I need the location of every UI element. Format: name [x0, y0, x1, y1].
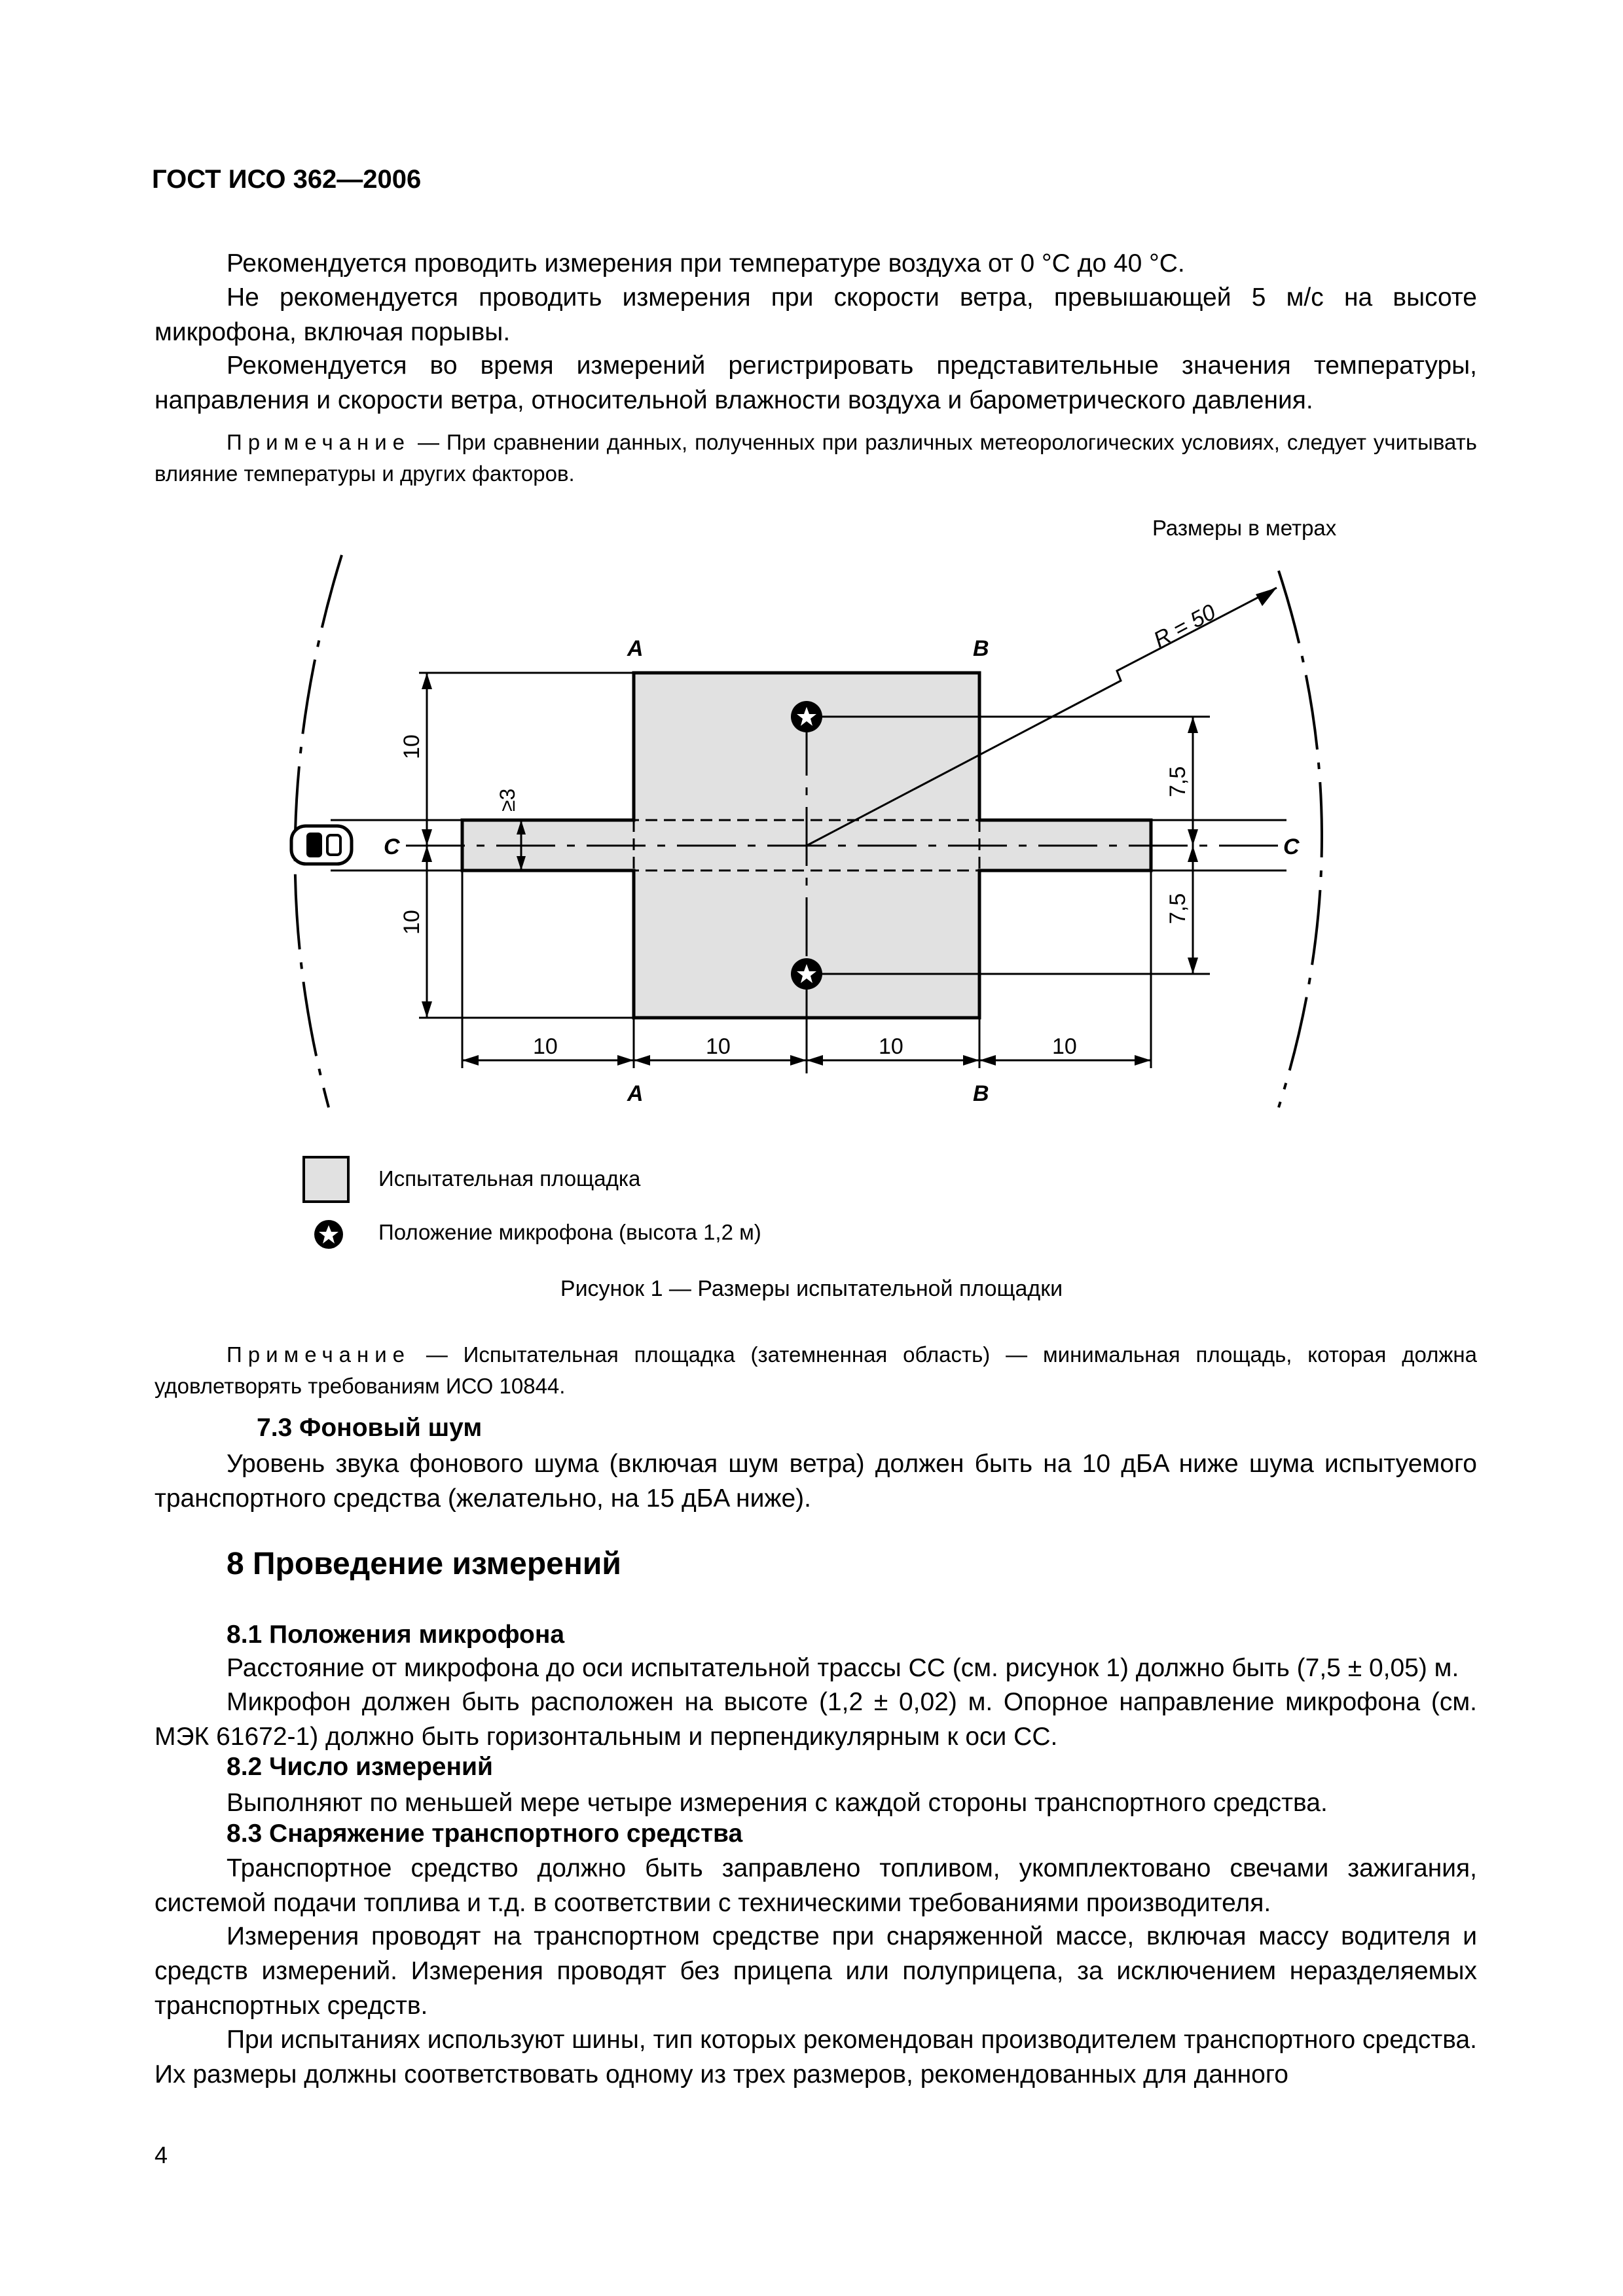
dim-h-arrow-7 [979, 1055, 996, 1066]
microphone-top-icon [791, 701, 822, 732]
section-8-1-paragraph-2: Микрофон должен быть расположен на высоте (1,2 ± 0,02) м. Опорное направление микрофона (см. МЭК 61672-1) должно быть горизонтальным и перпендикулярным к оси CC. [155, 1688, 1477, 1751]
section-8-3-paragraph-1: Транспортное средство должно быть заправлено топливом, укомплектовано свечами зажигания, системой подачи топлива и т.д. в соответствии с техническими требованиями производителя. [155, 1854, 1477, 1917]
section-8-3-title: 8.3 Снаряжение транспортного средства [227, 1820, 743, 1848]
dim-7-5-arrow-1 [1188, 717, 1198, 733]
figure-units: Размеры в метрах [1152, 516, 1337, 540]
dim-7-5-arrow-4 [1188, 958, 1198, 974]
vehicle-icon [291, 826, 352, 864]
dim-h-arrow-8 [1135, 1055, 1151, 1066]
dim-10-h-2: 10 [706, 1034, 731, 1059]
dim-h-arrow-3 [634, 1055, 650, 1066]
legend-microphone-icon [313, 1219, 344, 1250]
section-8-1-title: 8.1 Положения микрофона [227, 1621, 565, 1649]
label-c-right: C [1283, 834, 1300, 859]
label-b-top: B [973, 636, 989, 661]
label-a-top: A [627, 636, 644, 661]
note-2 [155, 1339, 1477, 1402]
label-b-bottom: B [973, 1081, 989, 1106]
label-a-bottom: A [627, 1081, 644, 1106]
intro-paragraph-2: Не рекомендуется проводить измерения при скорости ветра, превышающей 5 м/с на высоте микрофона, включая порывы. [155, 283, 1477, 346]
dim-10-arrow-4 [422, 1001, 432, 1018]
dim-10-arrow-3 [422, 846, 432, 862]
dim-10-h-4: 10 [1052, 1034, 1077, 1059]
intro-paragraph-1: Рекомендуется проводить измерения при температуре воздуха от 0 °С до 40 °С. [227, 249, 1185, 278]
dim-10-vert-lower: 10 [399, 910, 424, 935]
section-8-3-paragraph-3: При испытаниях используют шины, тип которых рекомендован производителем транспортного средства. Их размеры должны соответствовать одному из трех размеров, рекомендованных для данного [155, 2026, 1477, 2089]
dim-h-arrow-1 [462, 1055, 479, 1066]
dim-7-5-arrow-3 [1188, 846, 1198, 862]
section-8-3-paragraph-2: Измерения проводят на транспортном средстве при снаряженной массе, включая массу водителя и средств измерений. Измерения проводят без прицепа или полуприцепа, за исключением неразделяемых транспортных средств. [155, 1922, 1477, 2020]
page-number: 4 [155, 2142, 168, 2168]
legend-area-swatch [302, 1156, 350, 1203]
dim-7-5-lower: 7,5 [1165, 893, 1190, 924]
legend-area-label: Испытательная площадка [378, 1166, 641, 1191]
dim-10-arrow-1 [422, 673, 432, 689]
dim-h-arrow-6 [963, 1055, 979, 1066]
note-2-label: Примечание [227, 1342, 411, 1367]
dim-10-arrow-2 [422, 829, 432, 846]
figure-caption: Рисунок 1 — Размеры испытательной площадки [560, 1276, 1063, 1301]
note-1-label: Примечание [227, 430, 411, 454]
dim-h-arrow-4 [790, 1055, 807, 1066]
label-c-left: C [384, 834, 400, 859]
radius-label: R = 50 [1149, 600, 1220, 653]
intro-paragraph-3: Рекомендуется во время измерений регистрировать представительные значения температуры, направления и скорости ветра, относительной влажности воздуха и барометрического давления. [155, 351, 1477, 414]
section-8-2-paragraph: Выполняют по меньшей мере четыре измерения с каждой стороны транспортного средства. [227, 1789, 1328, 1817]
microphone-bottom-icon [791, 958, 822, 990]
section-8-2-title: 8.2 Число измерений [227, 1753, 493, 1781]
dim-h-arrow-5 [807, 1055, 823, 1066]
radius-arrowhead [1256, 588, 1277, 606]
section-7-3-title: 7.3 Фоновый шум [257, 1414, 483, 1442]
document-header: ГОСТ ИСО 362—2006 [152, 165, 422, 194]
dim-ge3-label: ≥3 [496, 788, 519, 812]
dim-10-h-1: 10 [533, 1034, 558, 1059]
section-8-title: 8 Проведение измерений [227, 1547, 621, 1581]
section-8-1-paragraph-1: Расстояние от микрофона до оси испытательной трассы CC (см. рисунок 1) должно быть (7,5 ± 0,05) м. [227, 1654, 1459, 1682]
legend-microphone-label: Положение микрофона (высота 1,2 м) [378, 1220, 761, 1244]
dim-7-5-upper: 7,5 [1165, 766, 1190, 797]
note-1-text: — При сравнении данных, полученных при различных метеорологических условиях, следует учитывать влияние температуры и других факторов. [155, 430, 1477, 486]
dim-h-arrow-2 [617, 1055, 634, 1066]
dim-10-h-3: 10 [879, 1034, 903, 1059]
dim-10-vert-upper: 10 [399, 734, 424, 759]
note-2-text: — Испытательная площадка (затемненная область) — минимальная площадь, которая должна удовлетворять требованиям ИСО 10844. [155, 1342, 1477, 1398]
section-7-3-paragraph: Уровень звука фонового шума (включая шум ветра) должен быть на 10 дБA ниже шума испытуемого транспортного средства (желательно, на 15 дБA ниже). [155, 1450, 1477, 1513]
dim-7-5-arrow-2 [1188, 829, 1198, 846]
